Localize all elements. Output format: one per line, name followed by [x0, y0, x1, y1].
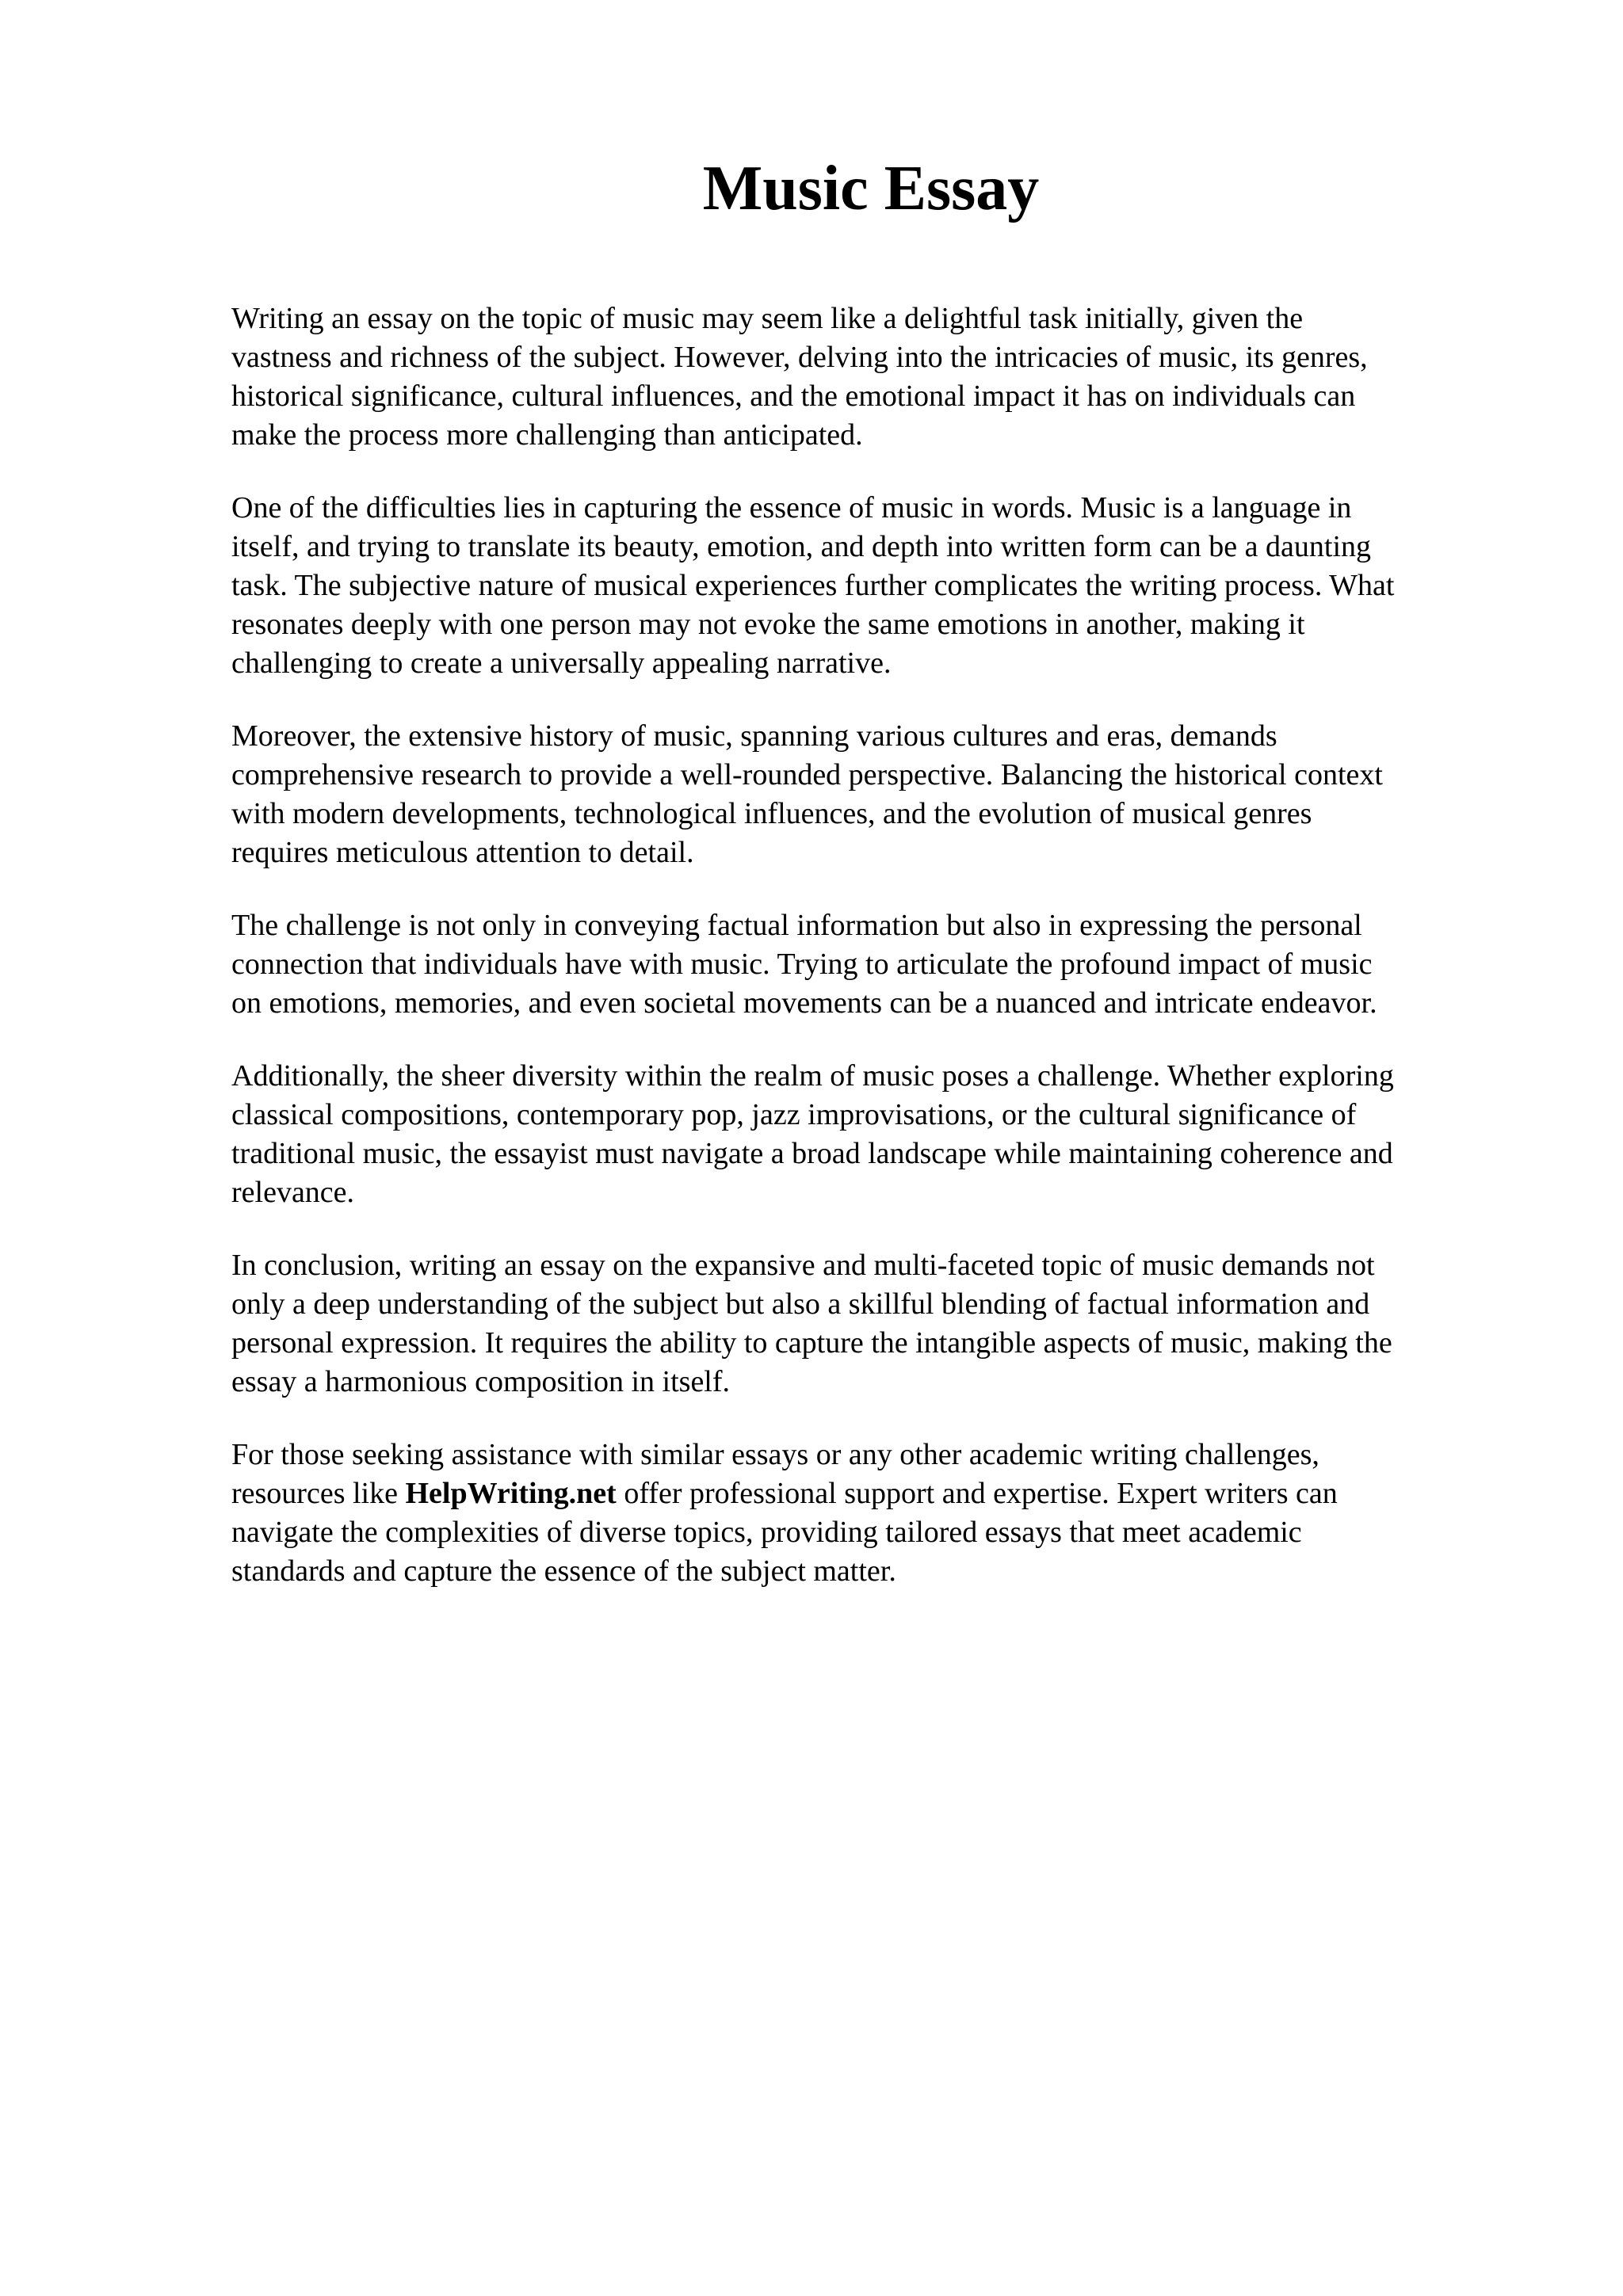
paragraph-4 — [231, 906, 1523, 1023]
paragraph-5 — [231, 1057, 1523, 1212]
text-line: connection that individuals have with music. Trying to articulate the profound impact of music — [231, 948, 1373, 981]
text-line: requires meticulous attention to detail. — [231, 836, 694, 869]
text-line: Moreover, the extensive history of music, spanning various cultures and eras, demands — [231, 719, 1277, 753]
text-line: make the process more challenging than anticipated. — [231, 418, 863, 452]
page-title: Music Essay — [702, 154, 1040, 223]
text-line: navigate the complexities of diverse topics, providing tailored essays that meet academic — [231, 1516, 1302, 1549]
text-line: essay a harmonious composition in itself. — [231, 1365, 731, 1398]
text-line-with-brand — [231, 1474, 1523, 1513]
essay-body — [231, 299, 1523, 1625]
paragraph-6 — [231, 1246, 1523, 1402]
paragraph-1 — [231, 299, 1523, 455]
text-line: comprehensive research to provide a well-rounded perspective. Balancing the historical context — [231, 758, 1383, 791]
text-line: on emotions, memories, and even societal movements can be a nuanced and intricate endeavor. — [231, 986, 1377, 1020]
text-line: personal expression. It requires the ability to capture the intangible aspects of music, making the — [231, 1326, 1392, 1360]
text-fragment: resources like — [231, 1477, 406, 1510]
text-line: In conclusion, writing an essay on the expansive and multi-faceted topic of music demands not — [231, 1249, 1375, 1282]
text-fragment: offer professional support and expertise. Expert writers can — [616, 1477, 1338, 1510]
paragraph-3 — [231, 717, 1523, 872]
text-line: with modern developments, technological influences, and the evolution of musical genres — [231, 797, 1312, 830]
text-line: relevance. — [231, 1176, 355, 1209]
text-line: standards and capture the essence of the subject matter. — [231, 1554, 896, 1588]
text-line: itself, and trying to translate its beauty, emotion, and depth into written form can be a daunting — [231, 530, 1372, 563]
text-line: Additionally, the sheer diversity within the realm of music poses a challenge. Whether exploring — [231, 1059, 1394, 1093]
text-line: For those seeking assistance with similar essays or any other academic writing challenges, — [231, 1438, 1319, 1471]
text-line: challenging to create a universally appealing narrative. — [231, 646, 892, 680]
text-line: The challenge is not only in conveying factual information but also in expressing the personal — [231, 909, 1362, 942]
text-line: One of the difficulties lies in capturing the essence of music in words. Music is a language in — [231, 491, 1352, 524]
text-line: Writing an essay on the topic of music may seem like a delightful task initially, given the — [231, 302, 1304, 335]
text-line: task. The subjective nature of musical experiences further complicates the writing process. What — [231, 569, 1395, 602]
closing-paragraph — [231, 1436, 1523, 1591]
brand-name: HelpWriting.net — [405, 1477, 617, 1510]
paragraph-2 — [231, 489, 1523, 683]
text-line: only a deep understanding of the subject but also a skillful blending of factual information and — [231, 1287, 1370, 1321]
text-line: historical significance, cultural influences, and the emotional impact it has on individuals can — [231, 379, 1356, 413]
text-line: resonates deeply with one person may not evoke the same emotions in another, making it — [231, 608, 1305, 641]
text-line: vastness and richness of the subject. However, delving into the intricacies of music, its genres, — [231, 341, 1368, 374]
text-line: traditional music, the essayist must navigate a broad landscape while maintaining coherence and — [231, 1137, 1393, 1170]
text-line: classical compositions, contemporary pop, jazz improvisations, or the cultural significance of — [231, 1098, 1357, 1131]
